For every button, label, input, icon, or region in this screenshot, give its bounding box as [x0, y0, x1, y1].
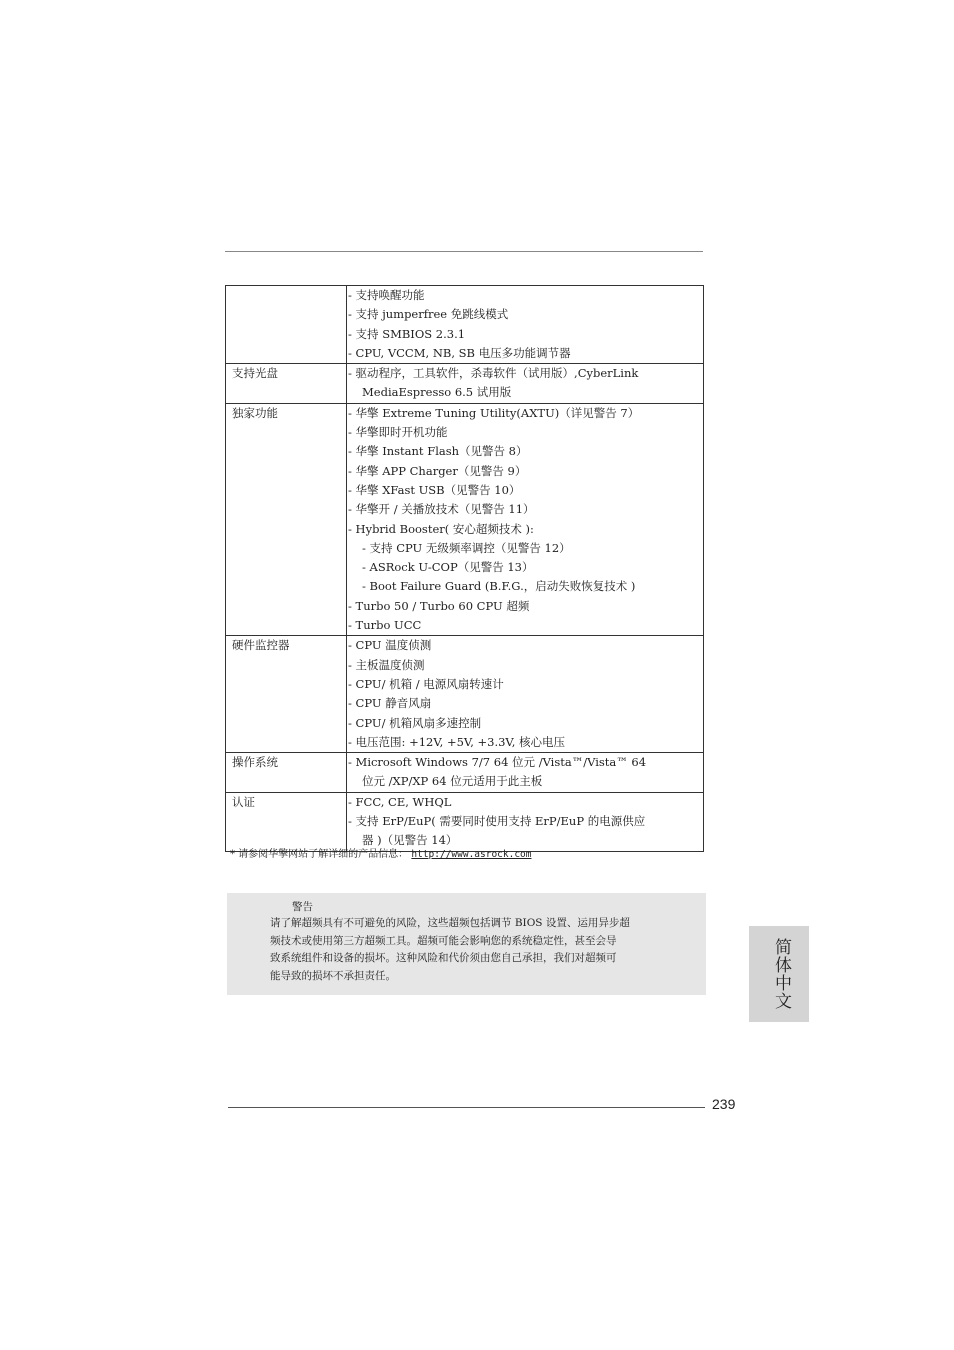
spec-line: - 支持 ErP/EuP( 需要同时使用支持 ErP/EuP 的电源供应: [348, 814, 646, 829]
spec-category: [226, 286, 347, 364]
spec-line: - 支持 CPU 无级频率调控（见警告 12）: [362, 540, 571, 555]
warning-box: [227, 893, 706, 995]
warning-line: 频技术或使用第三方超频工具。超频可能会影响您的系统稳定性，甚至会导: [270, 934, 617, 947]
footnote-text: * 请参阅华擎网站了解详细的产品信息：: [230, 849, 409, 860]
warning-text: [270, 915, 670, 985]
spec-row: [226, 636, 704, 753]
page-number: 239: [712, 1096, 736, 1112]
spec-category: 独家功能: [226, 403, 347, 636]
spec-line: - CPU 温度侦测: [348, 638, 432, 653]
spec-line: - ASRock U-COP（见警告 13）: [362, 560, 534, 575]
bottom-divider: [228, 1107, 705, 1108]
spec-items: [347, 286, 704, 364]
spec-category: 硬件监控器: [226, 636, 347, 753]
spec-category: 支持光盘: [226, 364, 347, 404]
spec-line: - Turbo UCC: [348, 618, 422, 633]
warning-line: 请了解超频具有不可避免的风险，这些超频包括调节 BIOS 设置、运用异步超: [270, 917, 630, 929]
spec-line: - 华擎 Instant Flash（见警告 8）: [348, 444, 528, 459]
spec-line: 器 )（见警告 14）: [362, 833, 458, 848]
spec-table: [225, 285, 704, 852]
spec-items: [347, 792, 704, 851]
warning-title: 警告: [292, 901, 313, 913]
asrock-website-link[interactable]: http://www.asrock.com: [411, 849, 532, 860]
spec-line: - 华擎 APP Charger（见警告 9）: [348, 463, 527, 478]
spec-line: - Boot Failure Guard (B.F.G.，启动失败恢复技术 ): [362, 579, 636, 594]
spec-line: - 华擎即时开机功能: [348, 425, 448, 440]
spec-line: MediaEspresso 6.5 试用版: [362, 385, 512, 400]
spec-line: 位元 /XP/XP 64 位元适用于此主板: [362, 774, 543, 789]
spec-line: - 电压范围: +12V, +5V, +3.3V, 核心电压: [348, 734, 566, 749]
top-divider: [225, 251, 703, 252]
spec-line: - CPU, VCCM, NB, SB 电压多功能调节器: [348, 345, 571, 360]
warning-line: 能导致的损坏不承担责任。: [270, 969, 396, 982]
spec-category: 操作系统: [226, 753, 347, 793]
spec-row: [226, 364, 704, 404]
spec-line: - Hybrid Booster( 安心超频技术 ):: [348, 521, 534, 536]
spec-line: - 华擎 Extreme Tuning Utility(AXTU)（详见警告 7）: [348, 405, 640, 420]
warning-line: 致系统组件和设备的损坏。这种风险和代价须由您自己承担，我们对超频可: [270, 952, 617, 964]
spec-line: - Microsoft Windows 7/7 64 位元 /Vista™/Vista™ 64: [348, 755, 647, 770]
spec-line: - 华擎开 / 关播放技术（见警告 11）: [348, 502, 535, 517]
spec-items: [347, 636, 704, 753]
spec-category: 认证: [226, 792, 347, 851]
spec-line: - 支持 SMBIOS 2.3.1: [348, 326, 466, 341]
spec-line: - 主板温度侦测: [348, 657, 425, 672]
spec-line: - CPU 静音风扇: [348, 696, 432, 711]
spec-row: [226, 286, 704, 364]
spec-row: [226, 403, 704, 636]
spec-row: [226, 792, 704, 851]
spec-line: - 驱动程序，工具软件，杀毒软件（试用版）,CyberLink: [348, 366, 639, 381]
language-tab: [749, 926, 809, 1022]
spec-items: [347, 403, 704, 636]
spec-line: - FCC, CE, WHQL: [348, 794, 452, 809]
spec-line: - 支持唤醒功能: [348, 288, 425, 302]
language-tab-label: 简体中文: [771, 938, 791, 1010]
spec-line: - CPU/ 机箱风扇多速控制: [348, 715, 482, 730]
spec-line: - 支持 jumperfree 免跳线模式: [348, 307, 509, 322]
footnote: [230, 845, 531, 860]
spec-items: [347, 753, 704, 793]
spec-row: [226, 753, 704, 793]
spec-line: - CPU/ 机箱 / 电源风扇转速计: [348, 676, 504, 691]
spec-line: - Turbo 50 / Turbo 60 CPU 超频: [348, 598, 530, 613]
spec-line: - 华擎 XFast USB（见警告 10）: [348, 482, 521, 497]
spec-items: [347, 364, 704, 404]
